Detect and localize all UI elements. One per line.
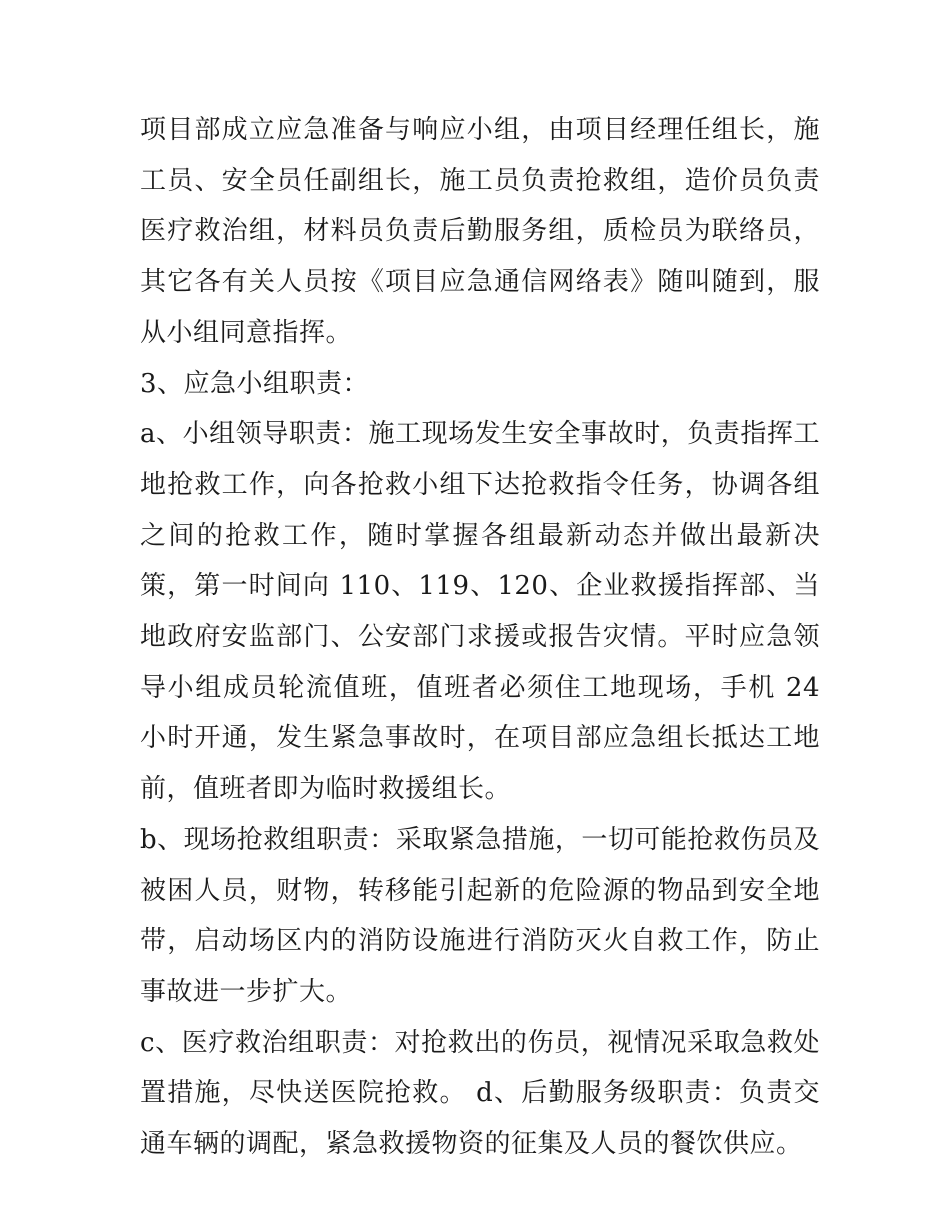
paragraph-emergency-team-setup: 项目部成立应急准备与响应小组，由项目经理任组长，施工员、安全员任副组长，施工员负责抢救组，造价员负责医疗救治组，材料员负责后勤服务组，质检员为联络员，其它各有关人员按《项目应急通信网络表》随叫随到，服从小组同意指挥。 [140,115,820,348]
paragraph-medical-logistics-duties: c、医疗救治组职责：对抢救出的伤员，视情况采取急救处置措施，尽快送医院抢救。 d、后勤服务级职责：负责交通车辆的调配，紧急救援物资的征集及人员的餐饮供应。 [140,1027,820,1160]
paragraph-leader-duties: a、小组领导职责：施工现场发生安全事故时，负责指挥工地抢救工作，向各抢救小组下达抢救指令任务，协调各组之间的抢救工作，随时掌握各组最新动态并做出最新决策，第一时间向 110、119、120、企业救援指挥部、当地政府安监部门、公安部门求援或报告灾情。平时应急领导小组成员轮流值班，值班者必须住工地现场，手机 24 小时开通，发生紧急事故时，在项目部应急组长抵达工地前，值班者即为临时救援组长。 [140,419,820,805]
paragraph-rescue-team-duties: b、现场抢救组职责：采取紧急措施，一切可能抢救伤员及被困人员，财物，转移能引起新的危险源的物品到安全地带，启动场区内的消防设施进行消防灭火自救工作，防止事故进一步扩大。 [140,824,820,1007]
document-body [140,105,820,1170]
paragraph-section-heading-duties: 3、应急小组职责： [140,368,370,399]
